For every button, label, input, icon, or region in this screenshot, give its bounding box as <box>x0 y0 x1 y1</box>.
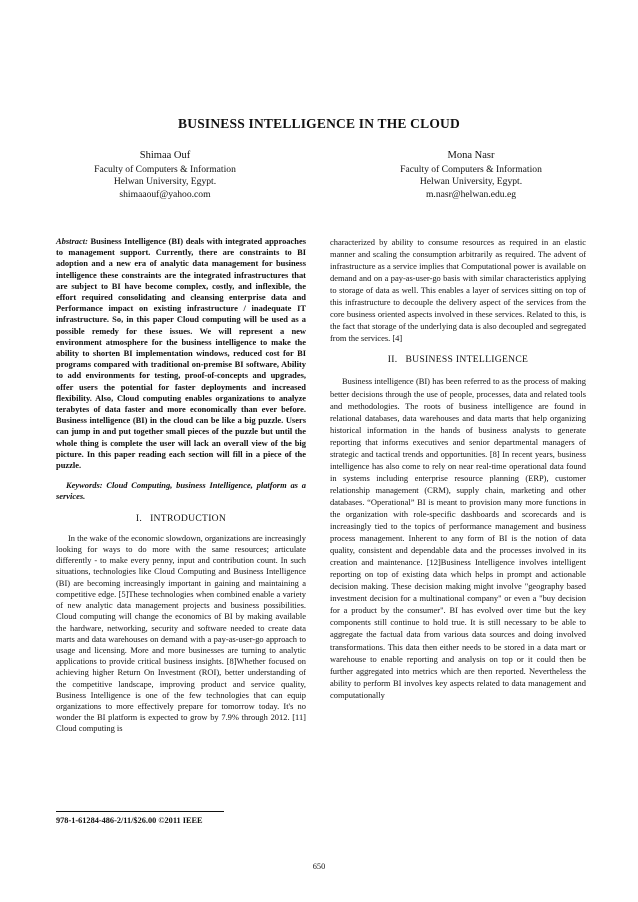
author-block-1 <box>40 150 290 201</box>
abstract <box>56 236 306 471</box>
paper-title: BUSINESS INTELLIGENCE IN THE CLOUD <box>178 116 460 131</box>
author-affiliation: Faculty of Computers & Information <box>94 163 236 175</box>
left-column <box>56 236 306 735</box>
author-name: Mona Nasr <box>447 150 495 161</box>
right-column <box>330 236 586 701</box>
section-number: II. <box>387 354 398 366</box>
keywords-text: Cloud Computing, business Intelligence, platform as a services. <box>56 480 306 502</box>
author-block-2 <box>346 150 596 201</box>
copyright-note: 978-1-61284-486-2/11/$26.00 ©2011 IEEE <box>56 816 203 825</box>
continuation-paragraph: characterized by ability to consume resources as required in an elastic manner and scaling the consumption arbitrarily as required. The advent of infrastructure as a service implies that Computational power is available on demand and on a pay-as-user-go basis with similar characteristics applying to storage of data as well. This enables a layer of services sitting on top of this infrastructure to decouple the delivery aspect of the services from the core business oriented aspects involved in these services. Related to this, is the fact that storage of the underlying data is also decoupled and segregated from the services. [4] <box>330 237 586 344</box>
section-title: INTRODUCTION <box>150 512 227 524</box>
author-email: m.nasr@helwan.edu.eg <box>425 188 517 200</box>
footnote-rule <box>56 811 224 812</box>
page-number: 650 <box>312 862 326 871</box>
keywords-label: Keywords: <box>66 480 103 491</box>
author-name: Shimaa Ouf <box>139 150 191 161</box>
introduction-paragraph: In the wake of the economic slowdown, organizations are increasingly looking for ways to do more with the same resources; articulate differently - to make every penny, input and contribution count. In such situations, technologies like Cloud Computing and Business Intelligence (BI) are becoming increasingly important in gaining and maintaining a competitive edge. [5]These technologies when combined enable a variety of new analytic data management projects and business possibilities. Cloud computing will change the economics of BI by making available the hardware, networking, security and software needed to create data marts and data warehouses on demand with a pay-as-user-go approach to usage and licensing. More and more businesses are turning to analytic applications to provide critical business insights. [8]Whether focused on achieving higher Return On Investment (ROI), better understanding of the competitive landscape, improving product and service quality, Business Intelligence is one of the few technologies that can equip organizations to more effectively prepare for tomorrow today. It's no wonder the BI platform is expected to grow by 7.9% through 2012. [11] Cloud computing is <box>56 532 306 734</box>
section-title: BUSINESS INTELLIGENCE <box>405 354 529 366</box>
author-affiliation: Faculty of Computers & Information <box>400 163 542 175</box>
abstract-text: Business Intelligence (BI) deals with integrated approaches to management support. Currently, there are constraints to BI adoption and a new era of analytic data management for business intelligence these constraints are the integrated infrastructures that are subject to BI have become complex, costly, and inflexible, the effort required consolidating and cleansing enterprise data and Performance impact on existing infrastructure / inadequate IT infrastructure. So, in this paper Cloud computing will be used as a possible remedy for these issues. We will represent a new environment atmosphere for the business intelligence to make the ability to shorten BI implementation windows, reduced cost for BI programs compared with traditional on-premise BI software, Ability to add environments for testing, proof-of-concepts and upgrades, offer users the potential for faster deployments and increased flexibility. Also, Cloud computing enables organizations to analyze terabytes of data faster and more economically than ever before. Business intelligence (BI) in the cloud can be like a big puzzle. Users can jump in and put together small pieces of the puzzle but until the whole thing is complete the user will lack an overall view of the big picture. In this paper reading each section will fill in a piece of the puzzle. <box>56 236 306 471</box>
author-university: Helwan University, Egypt. <box>113 176 217 188</box>
section-heading-business-intelligence <box>330 354 586 366</box>
section-number: I. <box>135 512 143 524</box>
section-heading-introduction <box>56 513 306 524</box>
keywords <box>56 480 306 502</box>
author-university: Helwan University, Egypt. <box>419 176 523 188</box>
author-email: shimaaouf@yahoo.com <box>119 188 211 200</box>
abstract-label: Abstract: <box>56 236 88 246</box>
business-intelligence-paragraph: Business intelligence (BI) has been referred to as the process of making better decisions through the use of people, processes, data and related tools and methodologies. The roots of business intelligence are found in relational databases, data warehouses and data marts that help organizing historical information in the hands of business analysts to generate reporting that informs executives and senior departmental managers of strategic and tactical trends and opportunities. [8] In recent years, business intelligence has also come to rely on near real-time operational data found in systems including enterprise resource planning (ERP), customer relationship management (CRM), supply chain, marketing and other databases. “Operational” BI is meant to provision many more functions in the organization with role-specific dashboards and scorecards and is increasingly tied to the topics of performance management and business process management. Inherent to any form of BI is the notion of data quality, consistent and dependable data and the processes involved in its creation and maintenance. [12]Business Intelligence involves intelligent reporting on top of existing data which helps in prompt and actionable decision making. These decision making might involve "geography based investment decision for a multinational company" or even a "buy decision for a product by the consumer". BI has evolved over time but the key components still continue to hold true. It is still necessary to be able to aggregate the factual data from various data sources and doing involved transformations. This data then either needs to be stored in a data mart or warehouse to enable reporting and analysis on top or it could then be further aggregated into metrics which are then reported. Nevertheless the ability to perform BI involves key aspects related to data management and computationally <box>330 376 586 700</box>
